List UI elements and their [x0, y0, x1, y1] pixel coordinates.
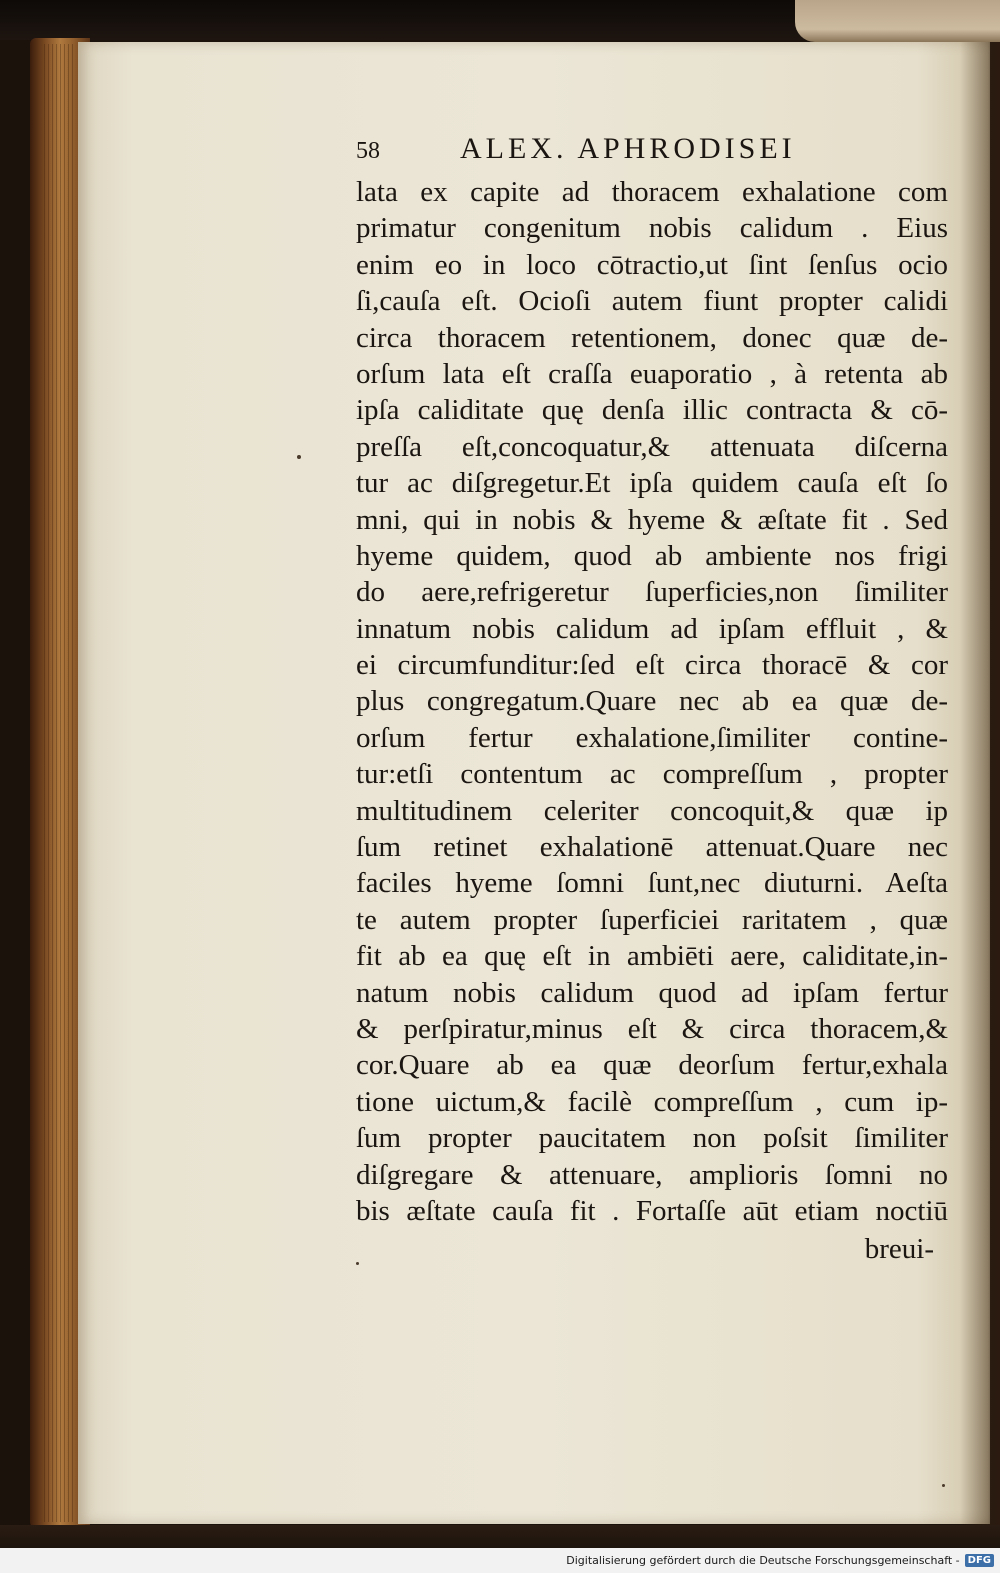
text-line: cor.Quare ab ea quæ deorſum fertur,exhala — [356, 1049, 948, 1082]
text-line: fit ab ea quę eſt in ambiēti aere, caliditate,in- — [356, 940, 948, 973]
text-line: do aere,refrigeretur ſuperficies,non ſimiliter — [356, 576, 948, 609]
text-line: diſgregare & attenuare, amplioris ſomni no — [356, 1158, 948, 1191]
running-head — [356, 132, 948, 174]
text-line: orſum lata eſt craſſa euaporatio , à retenta ab — [356, 357, 948, 390]
text-line: tur ac diſgregetur.Et ipſa quidem cauſa eſt ſo — [356, 467, 948, 500]
dfg-logo: DFG — [965, 1554, 994, 1567]
text-line: ſi,cauſa eſt. Ocioſi autem fiunt propter calidi — [356, 285, 948, 318]
text-line: plus congregatum.Quare nec ab ea quæ de- — [356, 685, 948, 718]
text-line: faciles hyeme ſomni ſunt,nec diuturni. Aeſta — [356, 867, 948, 900]
text-line: enim eo in loco cōtractio,ut ſint ſenſus ocio — [356, 248, 948, 281]
digitization-footer — [0, 1548, 1000, 1573]
page-number: 58 — [356, 138, 380, 164]
text-line: hyeme quidem, quod ab ambiente nos frigi — [356, 539, 948, 572]
text-line: ſum propter paucitatem non poſsit ſimiliter — [356, 1122, 948, 1155]
text-line: ipſa caliditate quę denſa illic contracta & cō- — [356, 394, 948, 427]
text-line: tione uictum,& facilè compreſſum , cum ip- — [356, 1085, 948, 1118]
text-line: circa thoracem retentionem, donec quæ de- — [356, 321, 948, 354]
text-line: innatum nobis calidum ad ipſam effluit , & — [356, 612, 948, 645]
stray-mark — [942, 1484, 945, 1487]
page-stack-lines — [44, 44, 74, 1522]
gutter-shadow — [960, 42, 1000, 1532]
text-line: lata ex capite ad thoracem exhalatione com — [356, 176, 948, 208]
running-head-title: ALEX. APHRODISEI — [460, 132, 796, 165]
text-line: natum nobis calidum quod ad ipſam fertur — [356, 976, 948, 1009]
text-line: ei circumfunditur:ſed eſt circa thoracē & cor — [356, 649, 948, 682]
text-line: mni, qui in nobis & hyeme & æſtate fit . Sed — [356, 503, 948, 536]
text-line: bis æſtate cauſa fit . Fortaſſe aūt etiam noctiū — [356, 1194, 948, 1227]
text-line: multitudinem celeriter concoquit,& quæ ip — [356, 794, 948, 827]
text-line: tur:etſi contentum ac compreſſum , propter — [356, 758, 948, 791]
text-line: & perſpiratur,minus eſt & circa thoracem,& — [356, 1012, 948, 1045]
text-line: ſum retinet exhalationē attenuat.Quare nec — [356, 831, 948, 864]
text-line: preſſa eſt,concoquatur,& attenuata diſcerna — [356, 430, 948, 463]
text-line: te autem propter ſuperficiei raritatem , quæ — [356, 903, 948, 936]
text-block — [356, 132, 948, 1269]
text-line: orſum fertur exhalatione,ſimiliter contine- — [356, 721, 948, 754]
stray-mark — [297, 455, 301, 459]
body-text — [356, 174, 948, 1229]
funding-credit: Digitalisierung gefördert durch die Deutsche Forschungsgemeinschaft - — [566, 1554, 960, 1567]
text-line: primatur congenitum nobis calidum . Eius — [356, 212, 948, 245]
catchword: breui- — [864, 1233, 934, 1266]
next-page-edge — [795, 0, 1000, 42]
